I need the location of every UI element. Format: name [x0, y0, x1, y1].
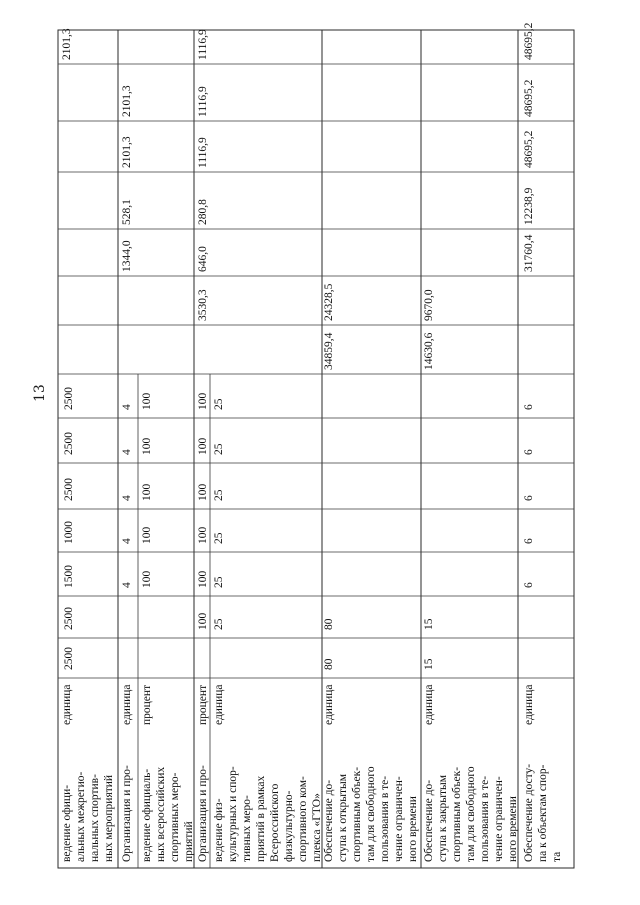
target-value: 6	[523, 404, 535, 410]
target-value: 15	[423, 618, 435, 630]
indicator-text: ного времени	[407, 796, 419, 862]
header-target-value: 2500	[63, 387, 75, 410]
indicator-text: чение ограничен-	[393, 776, 405, 862]
indicator-text: ступа к открытым	[337, 773, 349, 862]
unit-of-measure: единица	[121, 684, 133, 725]
indicator-text: пользования в те-	[379, 775, 391, 862]
target-value: 100	[197, 392, 209, 410]
unit-of-measure: единица	[323, 684, 335, 725]
indicator-text: спортивным объек-	[351, 766, 363, 862]
target-value: 100	[197, 612, 209, 630]
target-value: 6	[523, 538, 535, 544]
financing-value: 3530,3	[197, 289, 209, 321]
target-value: 100	[197, 570, 209, 588]
unit-of-measure: единица	[423, 684, 435, 725]
budget-indicators-table	[58, 22, 574, 868]
financing-value: 48695,2	[523, 130, 535, 168]
target-value: 100	[141, 392, 153, 410]
target-value: 6	[523, 495, 535, 501]
indicator-text: Обеспечение до-	[323, 779, 335, 862]
indicator-text: нальных спортив-	[89, 774, 101, 862]
financing-value: 2101,3	[121, 85, 133, 117]
target-value: 6	[523, 582, 535, 588]
indicator-text: ступа к закрытым	[437, 774, 449, 862]
indicator-text: ведение офици-	[61, 784, 73, 862]
financing-value: 14630,6	[423, 332, 435, 370]
page-number: 13	[32, 384, 48, 402]
target-value: 80	[323, 618, 335, 630]
financing-value: 34859,4	[323, 332, 335, 370]
financing-value: 9670,0	[423, 289, 435, 321]
indicator-text: Организация и про-	[197, 765, 209, 862]
indicator-text: Организация и про-	[121, 765, 133, 862]
indicator-text: приятий в рамках	[255, 775, 267, 862]
indicator-text: альных межрегио-	[75, 771, 87, 862]
header-target-value: 2500	[63, 478, 75, 501]
indicator-text: па к объектам спор-	[537, 764, 549, 862]
indicator-text: ведение официаль-	[141, 768, 153, 862]
financing-value: 1116,9	[197, 29, 209, 60]
indicator-text: там для свободного	[465, 766, 477, 862]
target-value: 4	[121, 582, 133, 588]
unit-of-measure: процент	[197, 684, 209, 725]
indicator-text: Обеспечение до-	[423, 779, 435, 862]
indicator-text: чение ограничен-	[493, 776, 505, 862]
target-value: 100	[141, 437, 153, 455]
target-value: 6	[523, 449, 535, 455]
target-value: 25	[213, 532, 225, 544]
target-value: 4	[121, 495, 133, 501]
financing-value: 24328,5	[323, 283, 335, 321]
financing-value: 1116,9	[197, 86, 209, 117]
table-border	[58, 30, 574, 868]
indicator-text: ных всероссийских	[155, 766, 167, 862]
financing-value: 2101,3	[61, 28, 73, 60]
indicator-text: пользования в те-	[479, 775, 491, 862]
target-value: 25	[213, 443, 225, 455]
target-value: 100	[141, 526, 153, 544]
indicator-text: там для свободного	[365, 766, 377, 862]
unit-of-measure: процент	[141, 684, 153, 725]
unit-of-measure: единица	[61, 684, 73, 725]
target-value: 100	[197, 526, 209, 544]
target-value: 100	[141, 570, 153, 588]
target-value: 4	[121, 404, 133, 410]
financing-value: 1116,9	[197, 137, 209, 168]
unit-of-measure: единица	[213, 684, 225, 725]
target-value: 25	[213, 398, 225, 410]
financing-value: 280,8	[197, 199, 209, 225]
indicator-text: спортивных меро-	[169, 772, 181, 862]
financing-value: 31760,4	[523, 234, 535, 272]
indicator-text: спортивным объек-	[451, 766, 463, 862]
indicator-text: культурных и спор-	[227, 766, 239, 862]
indicator-text: Всероссийского	[269, 783, 281, 862]
indicator-text: физкультурно-	[283, 790, 295, 862]
header-target-value: 1000	[63, 521, 75, 544]
target-value: 4	[121, 538, 133, 544]
target-value: 25	[213, 576, 225, 588]
unit-of-measure: единица	[523, 684, 535, 725]
target-value: 100	[141, 483, 153, 501]
target-value: 15	[423, 658, 435, 670]
indicator-text: ведение физ-	[213, 798, 225, 862]
indicator-text: ных мероприятий	[103, 774, 115, 862]
target-value: 100	[197, 483, 209, 501]
financing-value: 2101,3	[121, 136, 133, 168]
header-target-value: 2500	[63, 607, 75, 630]
indicator-text: спортивного ком-	[297, 776, 309, 862]
target-value: 80	[323, 658, 335, 670]
financing-value: 48695,2	[523, 22, 535, 60]
header-target-value: 1500	[63, 565, 75, 588]
indicator-text: приятий	[183, 821, 195, 862]
target-value: 4	[121, 449, 133, 455]
indicator-text: Обеспечение досту-	[523, 763, 535, 862]
financing-value: 1344,0	[121, 240, 133, 272]
indicator-text: ного времени	[507, 796, 519, 862]
indicator-text: плекса «ГТО»	[311, 793, 323, 862]
indicator-text: тивных меро-	[241, 795, 253, 862]
header-target-value: 2500	[63, 647, 75, 670]
target-value: 25	[213, 489, 225, 501]
target-value: 25	[213, 618, 225, 630]
target-value: 100	[197, 437, 209, 455]
financing-value: 528,1	[121, 199, 133, 225]
header-target-value: 2500	[63, 432, 75, 455]
financing-value: 48695,2	[523, 79, 535, 117]
financing-value: 646,0	[197, 246, 209, 272]
financing-value: 12238,9	[523, 187, 535, 225]
indicator-text: та	[551, 851, 563, 862]
